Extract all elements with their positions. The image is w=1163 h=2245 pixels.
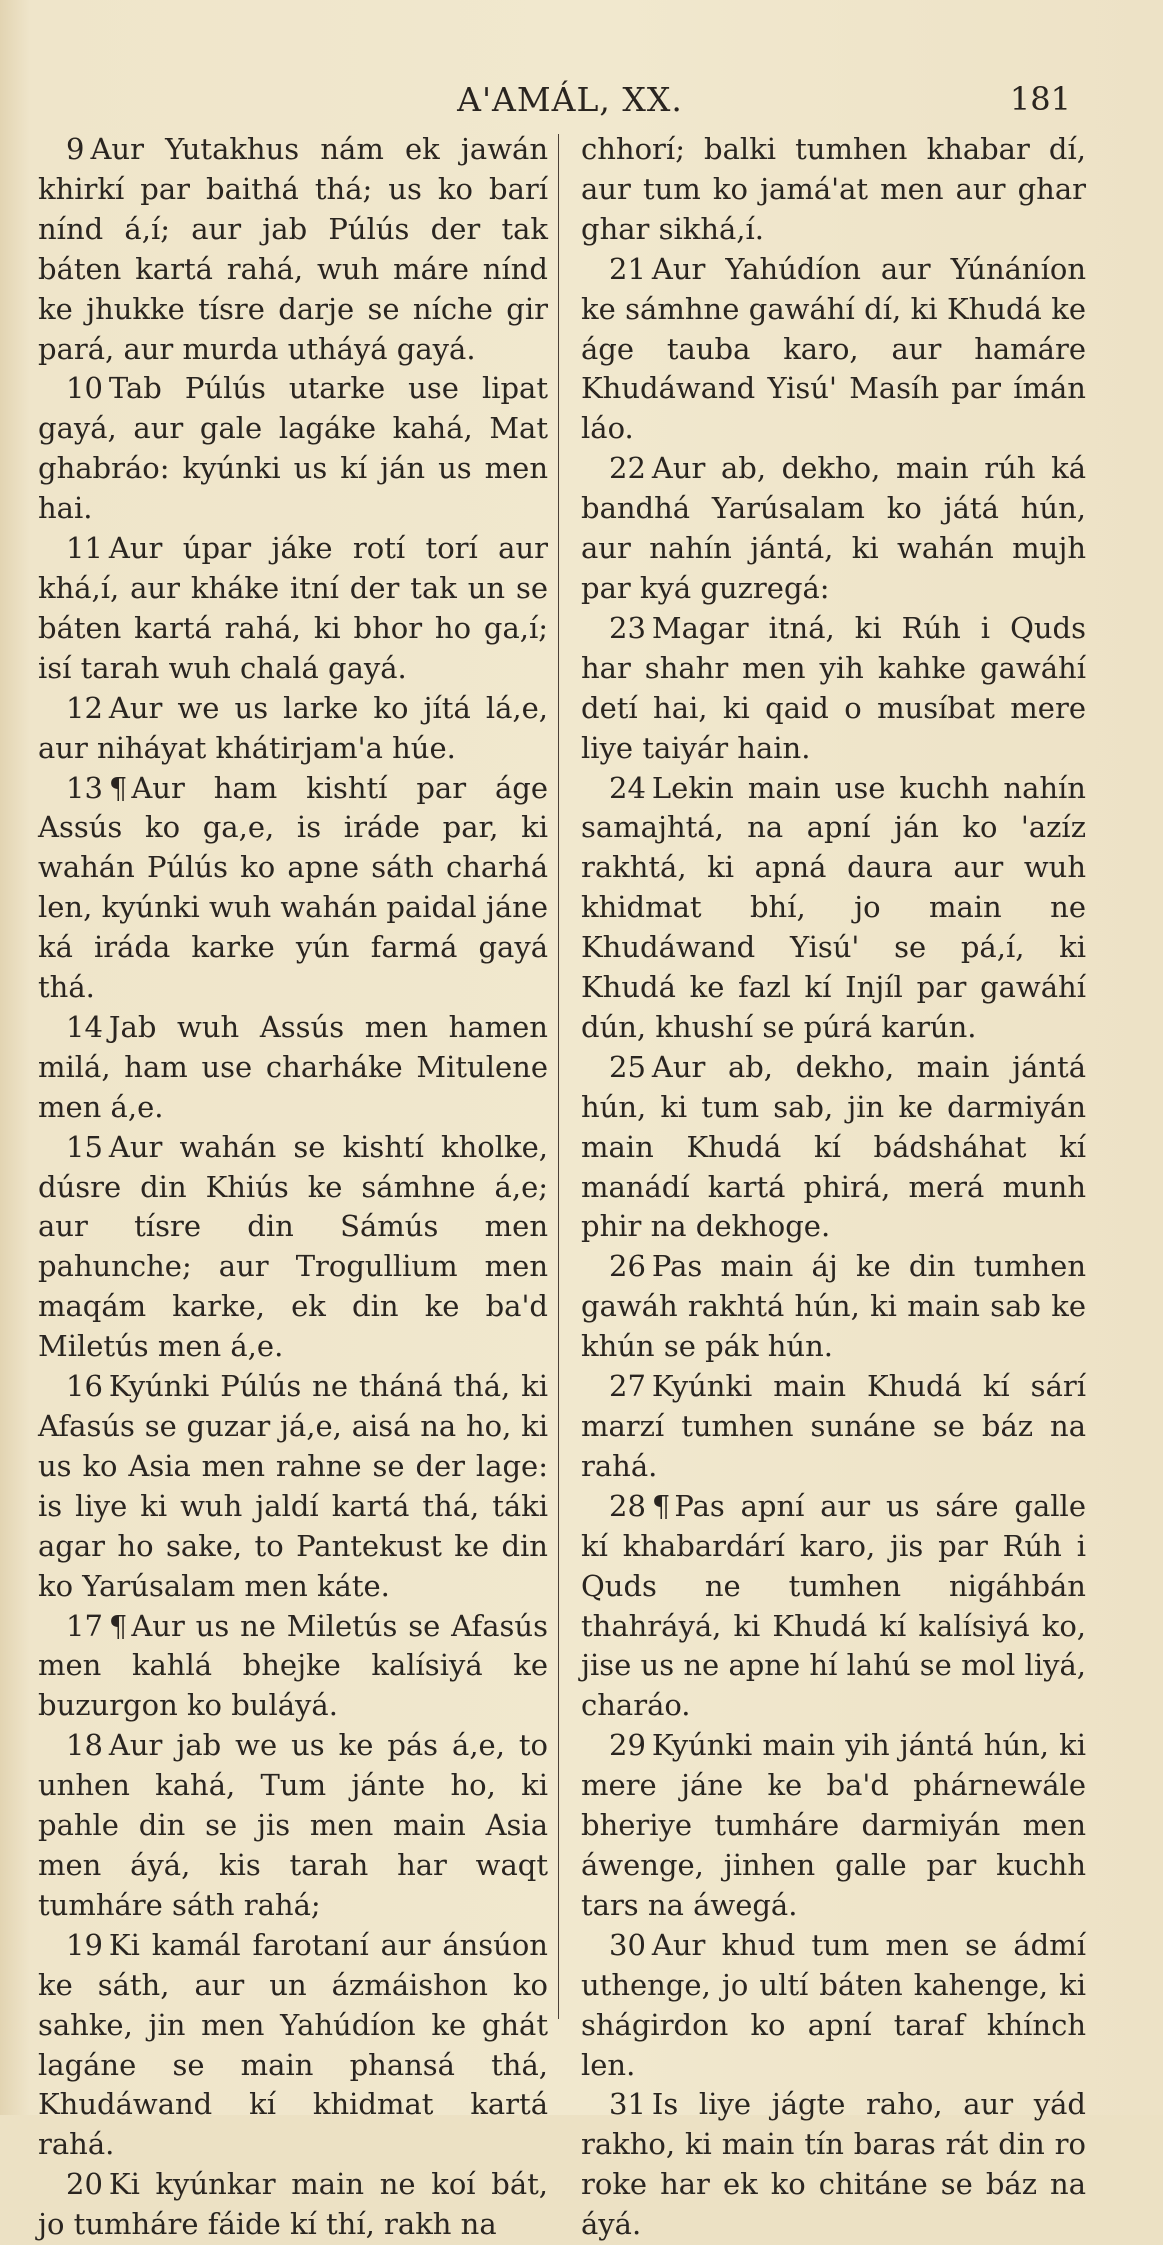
verse-number: 24 — [609, 770, 646, 805]
pilcrow-mark: ¶ — [108, 1608, 128, 1643]
column-divider — [558, 134, 559, 2019]
verse-text: Lekin main use kuchh nahín samajhtá, na apní ján ko 'azíz rakhtá, ki apná daura aur wuh khidmat bhí, jo main ne Khudáwand Yisú' se pá,í, ki Khudá ke fazl kí Injíl par gawáhí dún, khushí se púrá karún. — [581, 770, 1086, 1044]
verse-number: 13 — [66, 770, 103, 805]
verse-26 — [581, 1247, 1086, 1367]
verse-text: Aur jab we us ke pás á,e, to unhen kahá, Tum jánte ho, ki pahle din se jis men main Asia men áyá, kis tarah har waqt tumháre sáth rahá; — [38, 1728, 548, 1922]
verse-number: 19 — [66, 1927, 103, 1962]
verse-text: Aur khud tum men se ádmí uthenge, jo ultí báten kahenge, ki shágirdon ko apní taraf khínch len. — [581, 1927, 1086, 2082]
verse-18 — [38, 1726, 548, 1926]
verse-25 — [581, 1048, 1086, 1248]
verse-20 — [38, 2165, 548, 2245]
verse-number: 31 — [609, 2087, 646, 2122]
verse-continuation — [581, 130, 1086, 250]
verse-text: chhorí; balki tumhen khabar dí, aur tum ko jamá'at men aur ghar ghar sikhá,í. — [581, 132, 1086, 246]
verse-number: 26 — [609, 1249, 646, 1284]
verse-text: Aur ab, dekho, main rúh ká bandhá Yarúsalam ko játá hún, aur nahín jántá, ki wahán mujh par kyá guzregá: — [581, 451, 1086, 605]
verse-30 — [581, 1926, 1086, 2086]
verse-number: 25 — [609, 1049, 646, 1084]
verse-text: Aur wahán se kishtí kholke, dúsre din Khiús ke sámhne á,e; aur tísre din Sámús men pahunche; aur Trogullium men maqám karke, ek din ke ba'd Miletús men á,e. — [38, 1129, 548, 1364]
verse-number: 11 — [66, 531, 103, 566]
verse-11 — [38, 529, 548, 689]
pilcrow-mark: ¶ — [108, 770, 128, 805]
verse-21 — [581, 250, 1086, 450]
verse-number: 10 — [66, 371, 103, 406]
verse-13 — [38, 769, 548, 1008]
verse-17 — [38, 1607, 548, 1727]
verse-number: 29 — [609, 1728, 646, 1763]
verse-27 — [581, 1367, 1086, 1487]
verse-28 — [581, 1487, 1086, 1726]
verse-31 — [581, 2085, 1086, 2245]
verse-9 — [38, 130, 548, 369]
running-title: A'AMÁL, XX. — [457, 80, 683, 119]
verse-number: 23 — [609, 610, 646, 645]
verse-text: Aur us ne Miletús se Afasús men kahlá bhejke kalísiyá ke buzurgon ko buláyá. — [38, 1608, 548, 1723]
verse-text: Ki kyúnkar main ne koí bát, jo tumháre fáide kí thí, rakh na — [38, 2167, 548, 2242]
verse-number: 21 — [609, 251, 646, 286]
verse-number: 20 — [66, 2167, 103, 2202]
verse-number: 30 — [609, 1927, 646, 1962]
verse-text: Is liye jágte raho, aur yád rakho, ki main tín baras rát din ro roke har ek ko chitáne se báz na áyá. — [581, 2087, 1086, 2242]
verse-number: 16 — [66, 1369, 103, 1404]
verse-text: Ki kamál farotaní aur ánsúon ke sáth, aur un ázmáishon ko sahke, jin men Yahúdíon ke ghát lagáne se main phansá thá, Khudáwand kí khidmat kartá rahá. — [38, 1927, 548, 2162]
verse-text: Pas main áj ke din tumhen gawáh rakhtá hún, ki main sab ke khún se pák hún. — [581, 1249, 1086, 1364]
verse-text: Tab Púlús utarke use lipat gayá, aur gale lagáke kahá, Mat ghabráo: kyúnki us kí ján us men hai. — [38, 371, 548, 526]
right-column — [581, 130, 1086, 2245]
pilcrow-mark: ¶ — [651, 1488, 671, 1523]
verse-text: Magar itná, ki Rúh i Quds har shahr men yih kahke gawáhí detí hai, ki qaid o musíbat mere liye taiyár hain. — [581, 610, 1086, 765]
verse-number: 12 — [66, 690, 103, 725]
verse-14 — [38, 1008, 548, 1128]
verse-text: Pas apní aur us sáre galle kí khabardárí karo, jis par Rúh i Quds ne tumhen nigáhbán thahráyá, ki Khudá kí kalísiyá ko, jise us ne apne hí lahú se mol liyá, charáo. — [581, 1488, 1086, 1723]
page-header — [0, 80, 1163, 130]
verse-text: Aur Yutakhus nám ek jawán khirkí par baithá thá; us ko barí nínd á,í; aur jab Púlús der tak báten kartá rahá, wuh máre nínd ke jhukke tísre darje se níche gir pará, aur murda utháyá gayá. — [38, 132, 548, 366]
verse-text: Kyúnki Púlús ne tháná thá, ki Afasús se guzar já,e, aisá na ho, ki us ko Asia men rahne se der lage: is liye ki wuh jaldí kartá thá, táki agar ho sake, to Pantekust ke din ko Yarúsalam men káte. — [38, 1369, 548, 1603]
verse-text: Aur ham kishtí par áge Assús ko ga,e, is iráde par, ki wahán Púlús ko apne sáth charhá len, kyúnki wuh wahán paidal jáne ká iráda karke yún farmá gayá thá. — [38, 770, 548, 1005]
verse-12 — [38, 689, 548, 769]
verse-16 — [38, 1367, 548, 1606]
verse-10 — [38, 369, 548, 529]
verse-number: 15 — [66, 1129, 103, 1164]
verse-number: 9 — [66, 132, 85, 166]
verse-text: Aur úpar jáke rotí torí aur khá,í, aur kháke itní der tak un se báten kartá rahá, ki bhor ho ga,í; isí tarah wuh chalá gayá. — [38, 531, 548, 685]
verse-text: Kyúnki main Khudá kí sárí marzí tumhen sunáne se báz na rahá. — [581, 1369, 1086, 1483]
verse-24 — [581, 769, 1086, 1048]
verse-text: Aur ab, dekho, main jántá hún, ki tum sab, jin ke darmiyán main Khudá kí bádsháhat kí manádí kartá phirá, merá munh phir na dekhoge. — [581, 1049, 1086, 1244]
verse-text: Aur Yahúdíon aur Yúnáníon ke sámhne gawáhí dí, ki Khudá ke áge tauba karo, aur hamáre Khudáwand Yisú' Masíh par ímán láo. — [581, 251, 1086, 446]
verse-number: 14 — [66, 1009, 103, 1044]
verse-number: 18 — [66, 1728, 103, 1763]
verse-15 — [38, 1128, 548, 1367]
verse-number: 22 — [609, 451, 646, 486]
page-number: 181 — [1009, 80, 1071, 118]
verse-23 — [581, 609, 1086, 769]
verse-text: Kyúnki main yih jántá hún, ki mere jáne ke ba'd phárnewále bheriye tumháre darmiyán men áwenge, jinhen galle par kuchh tars na áwegá. — [581, 1728, 1086, 1922]
left-column — [38, 130, 548, 2245]
verse-29 — [581, 1726, 1086, 1926]
verse-number: 28 — [609, 1488, 646, 1523]
verse-number: 27 — [609, 1369, 646, 1404]
verse-22 — [581, 449, 1086, 609]
verse-number: 17 — [66, 1608, 103, 1643]
verse-text: Jab wuh Assús men hamen milá, ham use charháke Mitulene men á,e. — [38, 1009, 548, 1124]
verse-text: Aur we us larke ko jítá lá,e, aur niháyat khátirjam'a húe. — [38, 690, 548, 765]
verse-19 — [38, 1926, 548, 2165]
